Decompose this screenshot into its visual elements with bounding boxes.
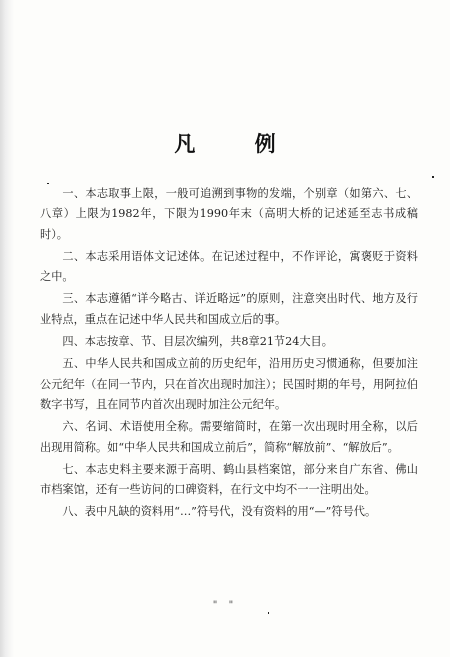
rule-paragraph-4: 四、本志按章、节、目层次编列，共8章21节24大目。 — [62, 335, 333, 349]
rule-paragraph-8: 八、表中凡缺的资料用“…”符号代，没有资料的用“—”符号代。 — [62, 505, 377, 519]
page-title: 凡 例 — [174, 131, 302, 156]
rule-paragraph-6: 六、名词、术语使用全称。需要缩简时，在第一次出现时用全称，以后出现用简称。如“中华人民共和国成立前后”，简称“解放前”、“解放后”。 — [40, 420, 418, 454]
rule-paragraph-1: 一、本志取事上限，一般可追溯到事物的发端，个别章（如第六、七、八章）上限为1982年，下限为1990年末（高明大桥的记述延至志书成稿时）。 — [40, 187, 418, 241]
scan-speck — [432, 176, 434, 178]
scan-speck — [268, 612, 269, 614]
rules-body — [40, 184, 418, 525]
rule-paragraph-5: 五、中华人民共和国成立前的历史纪年，沿用历史习惯通称，但要加注公元纪年（在同一节内，只在首次出现时加注）；民国时期的年号，用阿拉伯数字书写，且在同节内首次出现时加注公元纪年。 — [40, 357, 418, 411]
rule-paragraph-7: 七、本志史料主要来源于高明、鹤山县档案馆，部分来自广东省、佛山市档案馆，还有一些访问的口碑资料，在行文中均不一一注明出处。 — [40, 462, 418, 497]
rule-paragraph-2: 二、本志采用语体文记述体。在记述过程中，不作评论，寓褒贬于资料之中。 — [40, 249, 418, 284]
rule-paragraph-3: 三、本志遵循“详今略古、详近略远”的原则，注意突出时代、地方及行业特点，重点在记述中华人民共和国成立后的事。 — [40, 292, 418, 326]
footer-marks: " " — [212, 600, 238, 611]
binding-shadow — [0, 0, 14, 657]
